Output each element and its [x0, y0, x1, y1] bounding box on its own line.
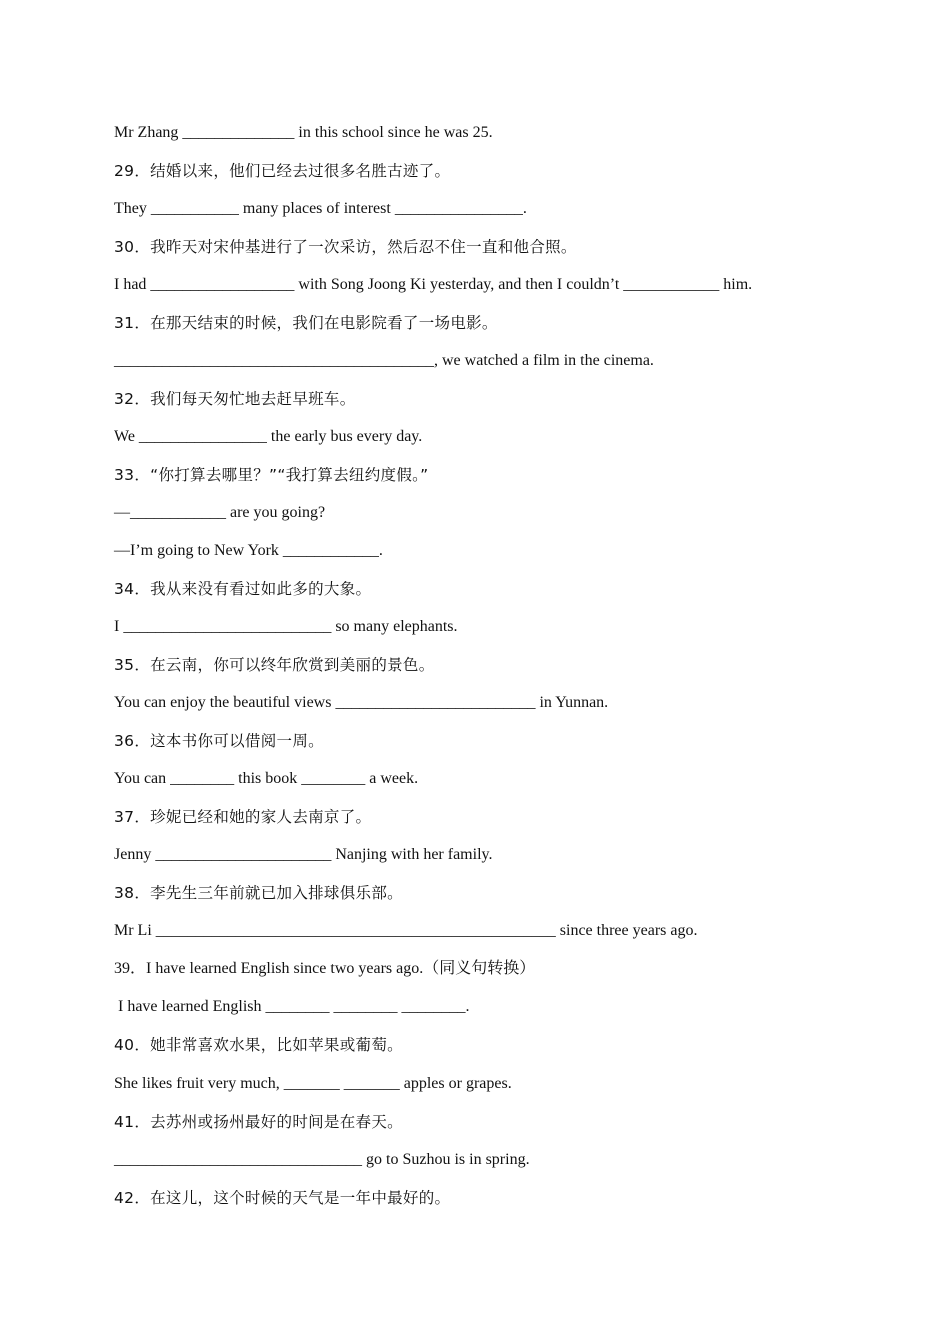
answer-line-30: I had __________________ with Song Joong Ki yesterday, and then I couldn’t ____________ him. — [114, 276, 753, 293]
answer-line-34: I __________________________ so many elephants. — [114, 618, 458, 635]
answer-line-29: They ___________ many places of interest ________________. — [114, 200, 527, 217]
question-37: 37．珍妮已经和她的家人去南京了。 — [114, 808, 372, 826]
answer-line-35: You can enjoy the beautiful views _________________________ in Yunnan. — [114, 694, 609, 711]
question-42: 42．在这儿，这个时候的天气是一年中最好的。 — [114, 1189, 451, 1207]
question-41: 41．去苏州或扬州最好的时间是在春天。 — [114, 1113, 403, 1131]
answer-line-31: ________________________________________, we watched a film in the cinema. — [114, 352, 654, 369]
answer-line-32: We ________________ the early bus every day. — [114, 428, 423, 445]
answer-line-33b: —I’m going to New York ____________. — [114, 542, 383, 559]
question-34: 34．我从来没有看过如此多的大象。 — [114, 580, 372, 598]
answer-line-37: Jenny ______________________ Nanjing with her family. — [114, 846, 493, 863]
question-32: 32．我们每天匆忙地去赶早班车。 — [114, 390, 356, 408]
question-36: 36．这本书你可以借阅一周。 — [114, 732, 324, 750]
question-40: 40．她非常喜欢水果，比如苹果或葡萄。 — [114, 1036, 403, 1054]
question-29: 29．结婚以来，他们已经去过很多名胜古迹了。 — [114, 162, 451, 180]
answer-line-41: _______________________________ go to Suzhou is in spring. — [114, 1151, 530, 1168]
answer-line-28: Mr Zhang ______________ in this school since he was 25. — [114, 124, 493, 141]
question-35: 35．在云南，你可以终年欣赏到美丽的景色。 — [114, 656, 435, 674]
answer-line-38: Mr Li __________________________________________________ since three years ago. — [114, 922, 698, 939]
answer-line-39: I have learned English ________ ________ ________. — [114, 998, 470, 1015]
question-39: 39．I have learned English since two years ago.（同义句转换） — [114, 960, 536, 977]
answer-line-36: You can ________ this book ________ a week. — [114, 770, 419, 787]
question-30: 30．我昨天对宋仲基进行了一次采访，然后忍不住一直和他合照。 — [114, 238, 577, 256]
answer-line-33a: —____________ are you going? — [114, 504, 326, 521]
question-33: 33．“你打算去哪里？”“我打算去纽约度假。” — [114, 466, 429, 484]
question-31: 31．在那天结束的时候，我们在电影院看了一场电影。 — [114, 314, 498, 332]
answer-line-40: She likes fruit very much, _______ _______ apples or grapes. — [114, 1075, 512, 1092]
question-38: 38．李先生三年前就已加入排球俱乐部。 — [114, 884, 403, 902]
